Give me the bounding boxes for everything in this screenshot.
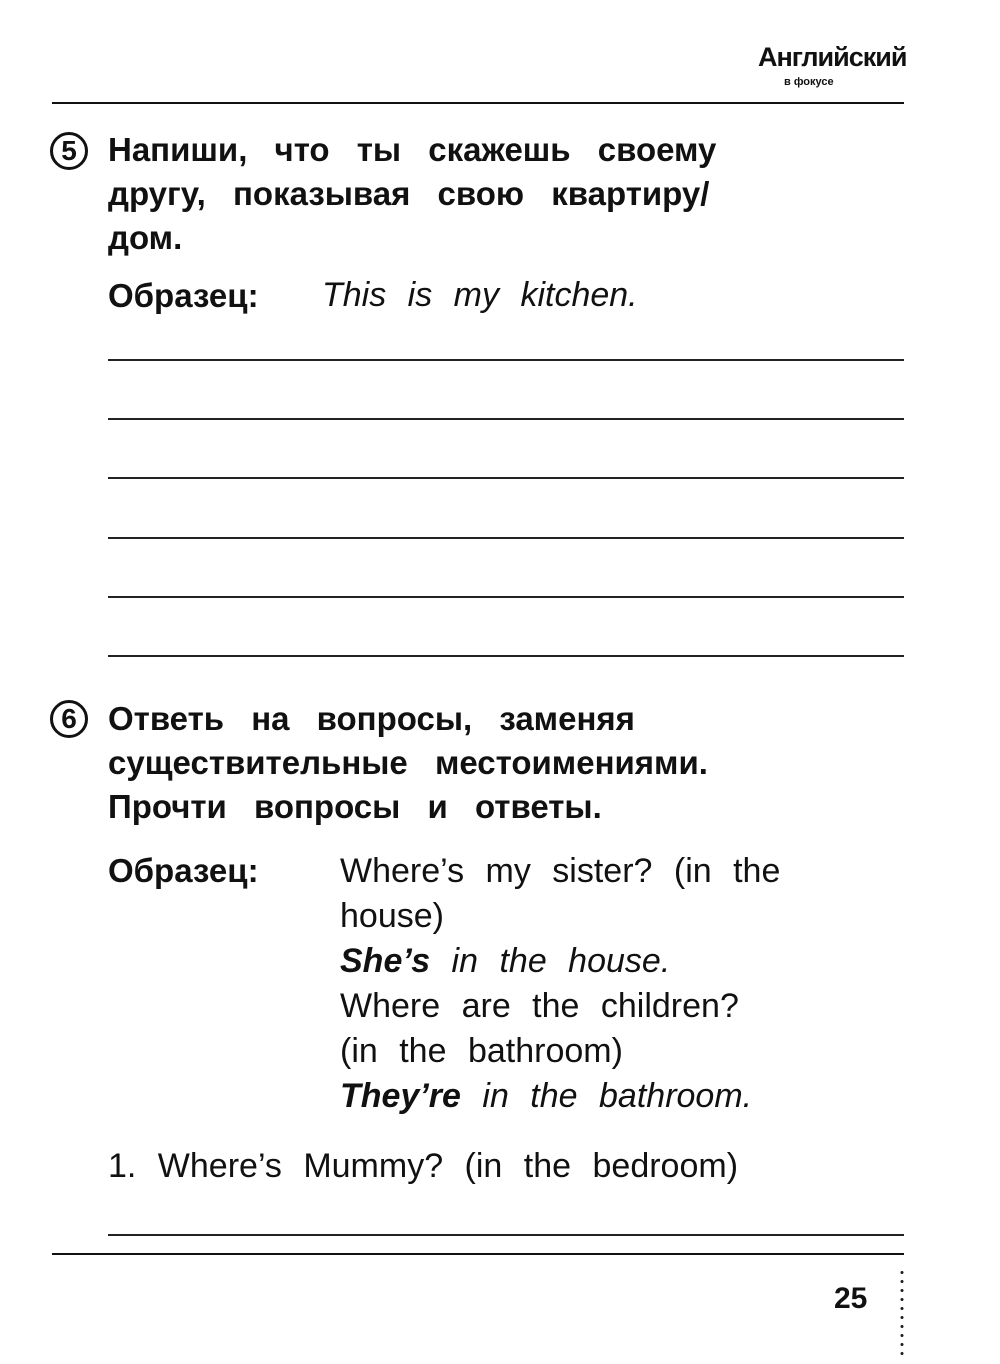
sample-question-2-line-1: Where are the children? bbox=[340, 987, 739, 1025]
logo-subtitle: в фокусе bbox=[784, 76, 834, 88]
page-number: 25 bbox=[834, 1282, 868, 1315]
logo-title: Английский bbox=[758, 42, 907, 72]
task-5-sample-label: Образец: bbox=[108, 277, 259, 314]
answer-line[interactable] bbox=[108, 359, 904, 361]
task-5-number: 5 bbox=[50, 132, 88, 170]
header-rule bbox=[52, 102, 904, 104]
footer-rule bbox=[52, 1253, 904, 1255]
sample-question-2-line-2: (in the bathroom) bbox=[340, 1032, 623, 1070]
dotted-margin-line bbox=[900, 1268, 904, 1358]
answer-line[interactable] bbox=[108, 418, 904, 420]
sample-answer-2-rest: in the bathroom. bbox=[460, 1077, 753, 1115]
task-6-instruction-line-1: Ответь на вопросы, заменяя bbox=[108, 700, 635, 737]
answer-line[interactable] bbox=[108, 596, 904, 598]
task-5-instruction-line-1: Напиши, что ты скажешь своему bbox=[108, 131, 717, 168]
task-6-sample-label: Образец: bbox=[108, 852, 259, 889]
task-6-instruction-line-3: Прочти вопросы и ответы. bbox=[108, 788, 602, 825]
answer-line[interactable] bbox=[108, 537, 904, 539]
task-6-instruction-line-2: существительные местоимениями. bbox=[108, 744, 708, 781]
sample-question-1-line-2: house) bbox=[340, 897, 444, 935]
answer-line[interactable] bbox=[108, 477, 904, 479]
task-6-number: 6 bbox=[50, 700, 88, 738]
sample-answer-2 bbox=[340, 1074, 752, 1119]
sample-answer-1-pronoun: She’s bbox=[340, 942, 431, 980]
answer-line[interactable] bbox=[108, 1234, 904, 1236]
task-5-instruction-line-2: другу, показывая свою квартиру/ bbox=[108, 175, 710, 212]
exercise-item-1: 1. Where’s Mummy? (in the bedroom) bbox=[108, 1147, 739, 1185]
task-5-instruction-line-3: дом. bbox=[108, 219, 183, 256]
sample-question-1-line-1: Where’s my sister? (in the bbox=[340, 852, 781, 890]
task-5-sample-text: This is my kitchen. bbox=[322, 276, 638, 314]
sample-answer-1-rest: in the house. bbox=[430, 942, 671, 980]
publisher-logo bbox=[752, 42, 907, 98]
sample-answer-1 bbox=[340, 939, 670, 984]
answer-line[interactable] bbox=[108, 655, 904, 657]
sample-answer-2-pronoun: They’re bbox=[340, 1077, 461, 1115]
